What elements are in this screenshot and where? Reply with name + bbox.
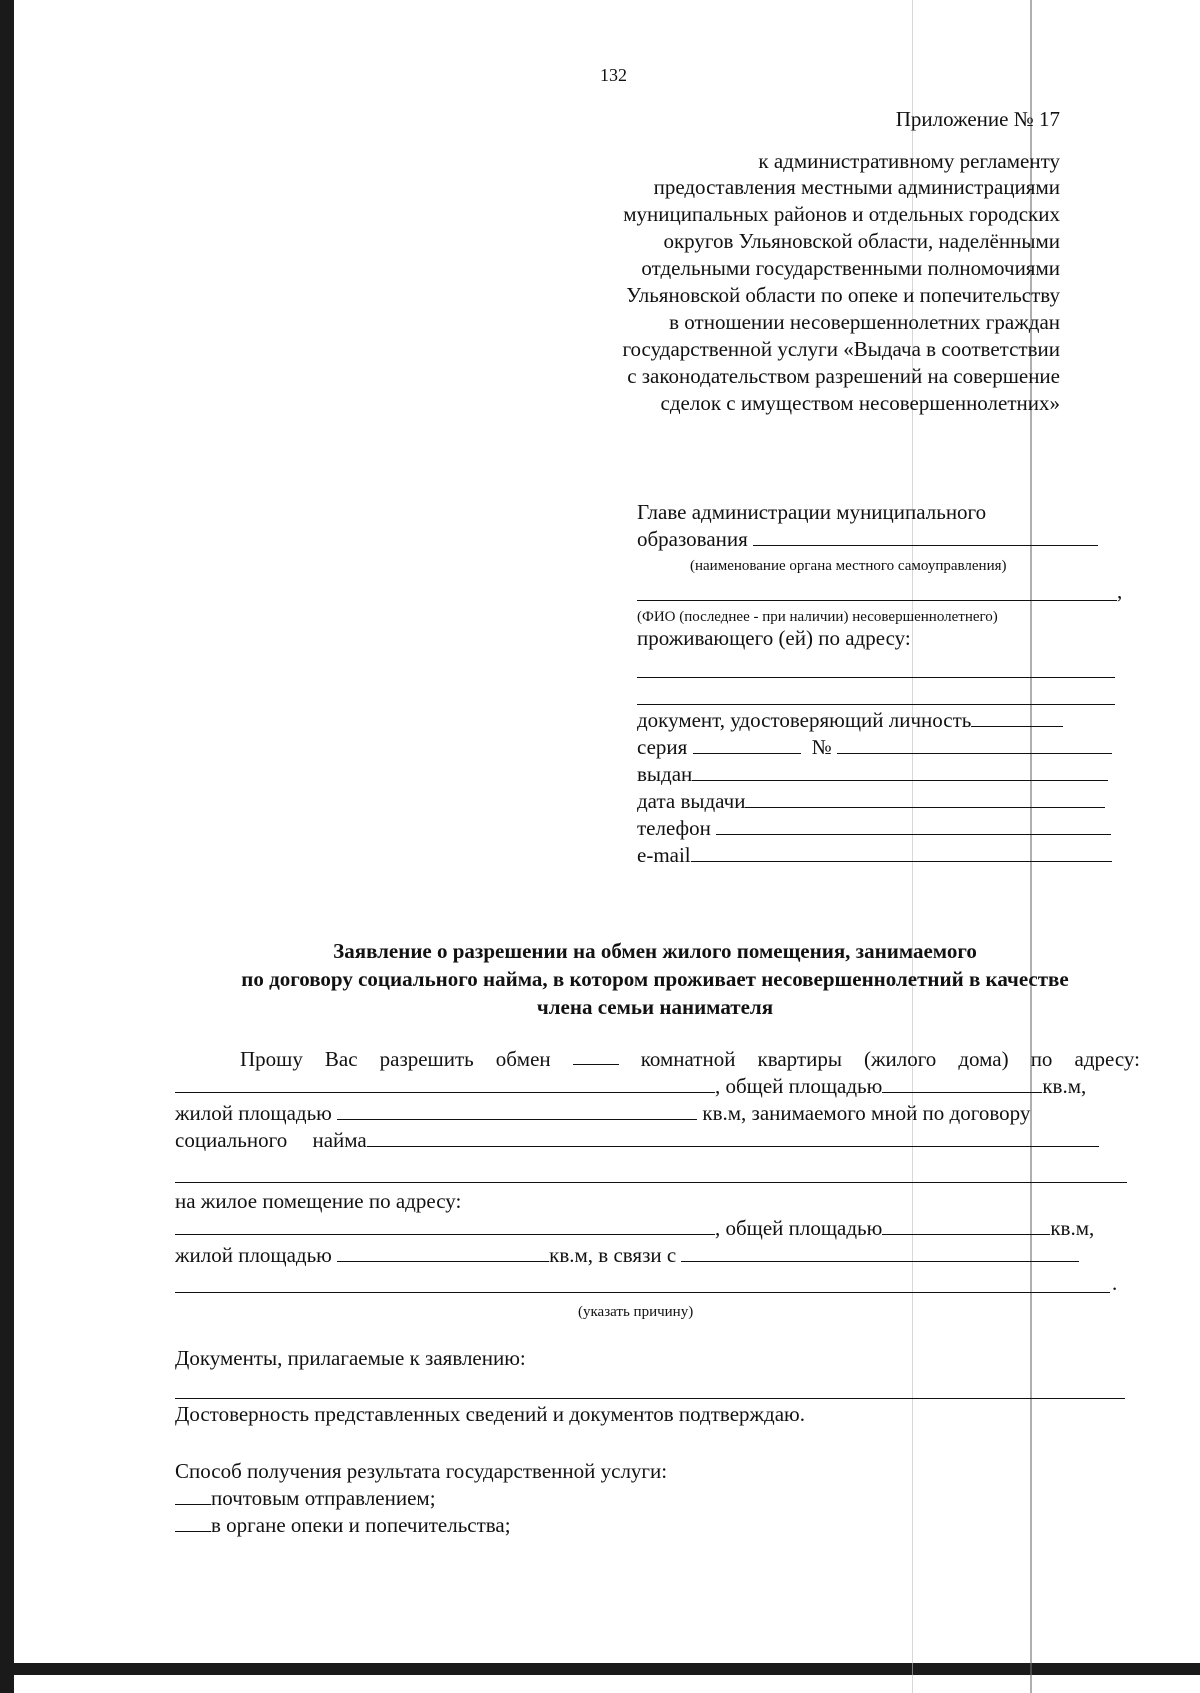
statement-title-line3: члена семьи нанимателя <box>536 995 774 1019</box>
total-area-field-2[interactable] <box>882 1216 1050 1235</box>
total-area-label: , общей площадью <box>715 1074 883 1098</box>
appendix-line: с законодательством разрешений на совершение <box>627 364 1060 388</box>
method-label: Способ получения результата государственной услуги: <box>175 1459 668 1483</box>
request-word: адресу: <box>1074 1047 1140 1071</box>
option-post-label: почтовым отправлением; <box>211 1486 436 1510</box>
request-line2 <box>175 1073 1140 1100</box>
occupied-label: кв.м, занимаемого мной по договору <box>702 1101 1031 1125</box>
request-line4 <box>175 1127 1140 1154</box>
request-word: квартиры <box>757 1047 842 1071</box>
option-office-label: в органе опеки и попечительства; <box>211 1513 511 1537</box>
phone-field[interactable] <box>716 816 1111 835</box>
id-document-label: документ, удостоверяющий личность <box>637 708 972 732</box>
living-area-field-2[interactable] <box>337 1243 549 1262</box>
phone-label: телефон <box>637 816 711 840</box>
appendix-line: государственной услуги «Выдача в соответствии <box>622 337 1060 361</box>
email-label: e-mail <box>637 843 691 867</box>
appendix-line: отдельными государственными полномочиями <box>641 256 1060 280</box>
issue-date-field[interactable] <box>745 789 1105 808</box>
request-line1 <box>240 1046 1140 1073</box>
reason-hint: (указать причину) <box>578 1304 694 1320</box>
addressee-line2 <box>637 526 1098 553</box>
due-to-label: кв.м, в связи с <box>549 1243 677 1267</box>
appendix-line: сделок с имуществом несовершеннолетних» <box>660 391 1060 415</box>
appendix-line: округов Ульяновской области, наделёнными <box>663 229 1060 253</box>
addressee-line2-label: образования <box>637 527 748 551</box>
target-line2 <box>175 1215 1140 1242</box>
request-word: разрешить <box>379 1047 474 1071</box>
fio-comma: , <box>1117 579 1123 603</box>
option-office-checkbox[interactable] <box>175 1513 211 1532</box>
issued-field[interactable] <box>692 762 1108 781</box>
living-area-label-2: жилой площадью <box>175 1243 332 1267</box>
issue-date-label: дата выдачи <box>637 789 746 813</box>
option-office <box>175 1512 1140 1539</box>
target-address-field[interactable] <box>175 1216 715 1235</box>
sqm-label: кв.м, <box>1042 1074 1087 1098</box>
confirm-text: Достоверность представленных сведений и документов подтверждаю. <box>175 1402 805 1426</box>
org-name-field[interactable] <box>753 527 1098 546</box>
series-row <box>637 734 1112 761</box>
appendix-line: предоставления местными администрациями <box>653 175 1060 199</box>
lease-field[interactable] <box>367 1128 1099 1147</box>
scan-edge-bottom <box>0 1663 1200 1675</box>
target-line3 <box>175 1242 1140 1269</box>
appendix-line: муниципальных районов и отдельных городских <box>623 202 1060 226</box>
request-line3 <box>175 1100 1140 1127</box>
address-field-2[interactable] <box>637 704 1115 705</box>
option-post <box>175 1485 1140 1512</box>
request-word: обмен <box>495 1047 551 1071</box>
current-address-field[interactable] <box>175 1074 715 1093</box>
living-area-field[interactable] <box>337 1101 697 1120</box>
fio-hint: (ФИО (последнее - при наличии) несовершеннолетнего) <box>637 609 998 625</box>
appendix-title: Приложение № 17 <box>895 107 1060 131</box>
scan-edge-left <box>0 0 14 1693</box>
request-word: Прошу <box>240 1047 303 1071</box>
statement-title-line2: по договору социального найма, в котором проживает несовершеннолетний в качестве <box>241 967 1069 991</box>
reason-period: . <box>1112 1271 1118 1295</box>
request-word: Вас <box>324 1047 358 1071</box>
attached-label: Документы, прилагаемые к заявлению: <box>175 1346 526 1370</box>
request-word: по <box>1030 1047 1053 1071</box>
fio-field[interactable] <box>637 600 1117 601</box>
lease-field-2[interactable] <box>175 1182 1127 1183</box>
org-name-hint: (наименование органа местного самоуправления) <box>690 558 1007 574</box>
statement-title-line1: Заявление о разрешении на обмен жилого помещения, занимаемого <box>333 939 977 963</box>
room-count-field[interactable] <box>573 1046 619 1065</box>
issue-date-row <box>637 788 1105 815</box>
series-label: серия <box>637 735 688 759</box>
reason-field[interactable] <box>681 1243 1079 1262</box>
target-label: на жилое помещение по адресу: <box>175 1189 462 1213</box>
residing-label: проживающего (ей) по адресу: <box>637 626 911 650</box>
email-field[interactable] <box>691 843 1112 862</box>
email-row <box>637 842 1112 869</box>
issued-row <box>637 761 1108 788</box>
request-word: дома) <box>958 1047 1009 1071</box>
number-field[interactable] <box>837 735 1112 754</box>
total-area-field[interactable] <box>882 1074 1042 1093</box>
lease-label: найма <box>312 1128 367 1152</box>
appendix-line: Ульяновской области по опеке и попечительству <box>626 283 1060 307</box>
option-post-checkbox[interactable] <box>175 1486 211 1505</box>
addressee-line1: Главе администрации муниципального <box>637 500 987 524</box>
total-area-label-2: , общей площадью <box>715 1216 883 1240</box>
request-word: (жилого <box>864 1047 937 1071</box>
request-word: комнатной <box>640 1047 736 1071</box>
id-document-row <box>637 707 1063 734</box>
social-label: социального <box>175 1128 288 1152</box>
series-field[interactable] <box>693 735 801 754</box>
id-document-field[interactable] <box>971 708 1063 727</box>
sqm-label-2: кв.м, <box>1050 1216 1095 1240</box>
page-number: 132 <box>600 65 627 85</box>
appendix-line: в отношении несовершеннолетних граждан <box>669 310 1060 334</box>
appendix-line: к административному регламенту <box>758 149 1060 173</box>
attached-field[interactable] <box>175 1398 1125 1399</box>
issued-label: выдан <box>637 762 693 786</box>
address-field-1[interactable] <box>637 677 1115 678</box>
number-label: № <box>811 735 832 759</box>
reason-field-2[interactable] <box>175 1292 1110 1293</box>
phone-row <box>637 815 1111 842</box>
living-area-label: жилой площадью <box>175 1101 332 1125</box>
